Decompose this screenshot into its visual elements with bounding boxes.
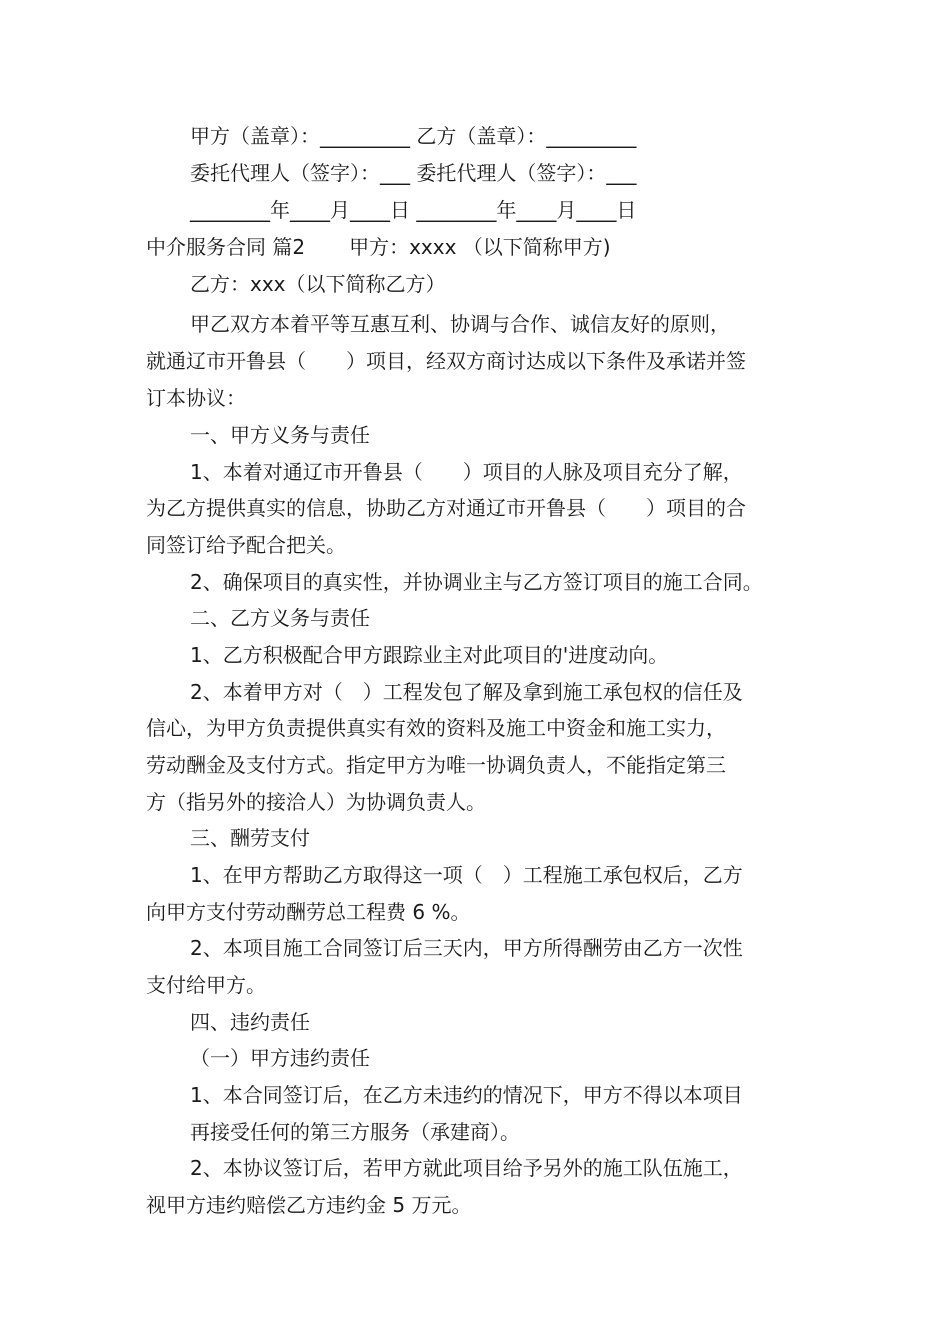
section-heading: 二、乙方义务与责任 bbox=[190, 606, 370, 630]
clause-line: 视甲方违约赔偿乙方违约金 5 万元。 bbox=[146, 1193, 472, 1217]
signature-seal-row bbox=[190, 122, 636, 150]
section-heading: 一、甲方义务与责任 bbox=[190, 423, 370, 447]
party-b-agent-field: 委托代理人（签字）：___ bbox=[416, 161, 637, 185]
clause-line: 2、本着甲方对（ ）工程发包了解及拿到施工承包权的信任及 bbox=[190, 680, 743, 704]
clause-line: 2、本协议签订后，若甲方就此项目给予另外的施工队伍施工， bbox=[190, 1156, 743, 1180]
party-b-date-field: ________年____月____日 bbox=[416, 198, 637, 222]
party-b-declaration: 乙方：xxx（以下简称乙方） bbox=[190, 272, 446, 296]
clause-line: 向甲方支付劳动酬劳总工程费 6 %。 bbox=[146, 900, 471, 924]
party-a-seal-field: 甲方（盖章）：_________ bbox=[190, 124, 410, 148]
clause-line: 1、本合同签订后，在乙方未违约的情况下，甲方不得以本项目 bbox=[190, 1083, 743, 1107]
clause-line: 2、本项目施工合同签订后三天内，甲方所得酬劳由乙方一次性 bbox=[190, 936, 743, 960]
clause-line: 方（指另外的接洽人）为协调负责人。 bbox=[146, 790, 486, 814]
clause-line: 劳动酬金及支付方式。指定甲方为唯一协调负责人，不能指定第三 bbox=[146, 753, 726, 777]
party-a-declaration: 甲方：xxxx （以下简称甲方) bbox=[349, 235, 611, 259]
clause-line: 1、在甲方帮助乙方取得这一项（ ）工程施工承包权后，乙方 bbox=[190, 863, 743, 887]
signature-agent-row bbox=[190, 159, 636, 187]
clause-line: 2、确保项目的真实性，并协调业主与乙方签订项目的施工合同。 bbox=[190, 570, 763, 594]
section-heading: 三、酬劳支付 bbox=[190, 826, 310, 850]
clause-line: 同签订给予配合把关。 bbox=[146, 533, 346, 557]
intro-paragraph-line: 就通辽市开鲁县（ ）项目，经双方商讨达成以下条件及承诺并签 bbox=[146, 349, 746, 373]
clause-line: 再接受任何的第三方服务（承建商）。 bbox=[190, 1120, 520, 1144]
clause-line: 为乙方提供真实的信息，协助乙方对通辽市开鲁县（ ）项目的合 bbox=[146, 496, 746, 520]
party-a-agent-field: 委托代理人（签字）：___ bbox=[190, 161, 410, 185]
subsection-heading: （一）甲方违约责任 bbox=[190, 1046, 370, 1070]
clause-line: 1、本着对通辽市开鲁县（ ）项目的人脉及项目充分了解， bbox=[190, 460, 743, 484]
clause-line: 1、乙方积极配合甲方跟踪业主对此项目的'进度动向。 bbox=[190, 643, 669, 667]
party-a-date-field: ________年____月____日 bbox=[190, 198, 410, 222]
contract-title: 中介服务合同 篇2 bbox=[146, 235, 306, 259]
signature-date-row bbox=[190, 196, 636, 224]
contract-title-row bbox=[146, 233, 611, 261]
party-b-seal-field: 乙方（盖章）：_________ bbox=[416, 124, 637, 148]
section-heading: 四、违约责任 bbox=[190, 1010, 310, 1034]
clause-line: 信心，为甲方负责提供真实有效的资料及施工中资金和施工实力， bbox=[146, 716, 726, 740]
clause-line: 支付给甲方。 bbox=[146, 973, 266, 997]
intro-paragraph-line: 订本协议： bbox=[146, 386, 246, 410]
intro-paragraph-line: 甲乙双方本着平等互惠互利、协调与合作、诚信友好的原则， bbox=[190, 312, 730, 336]
